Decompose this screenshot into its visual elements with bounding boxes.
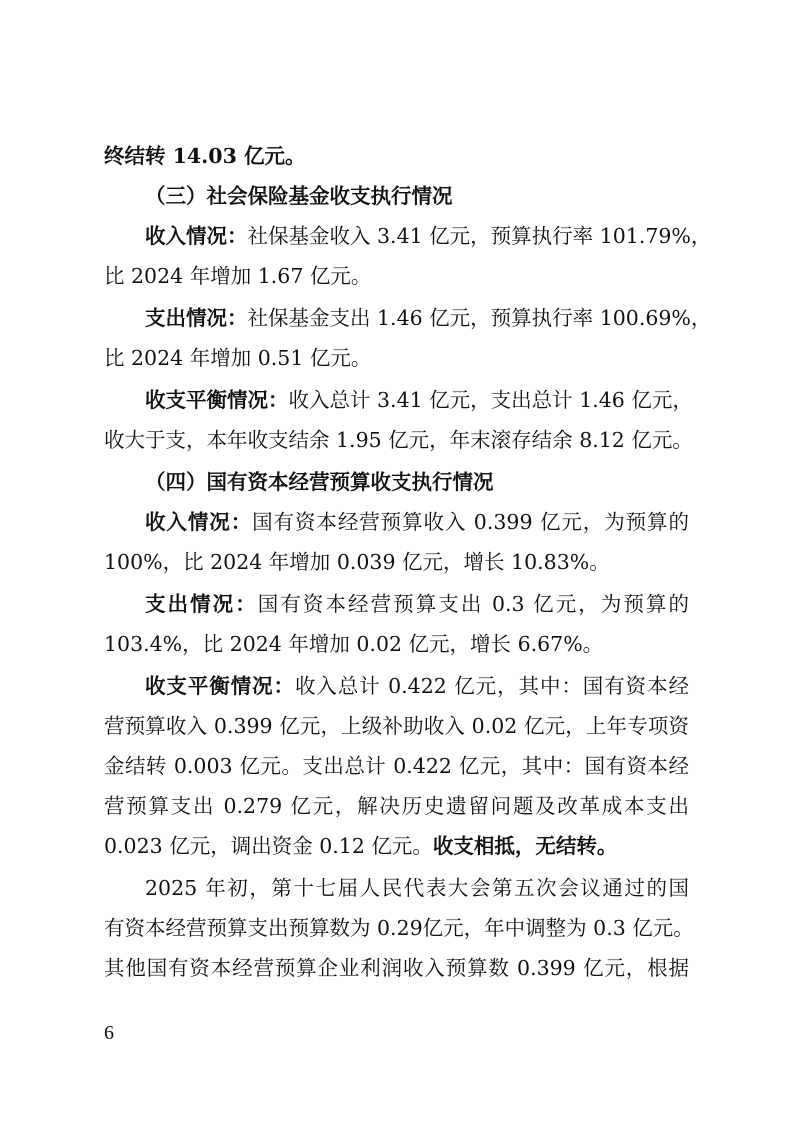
label-income: 收入情况： (145, 224, 248, 248)
paragraph-line: 营预算收入 0.399 亿元，上级补助收入 0.02 亿元，上年专项资 (104, 714, 689, 738)
paragraph-line: 有资本经营预算支出预算数为 0.29亿元，年中调整为 0.3 亿元。 (104, 916, 694, 940)
label-balance: 收支平衡情况： (145, 674, 295, 698)
paragraph-line: 收支平衡情况：收入总计 3.41 亿元，支出总计 1.46 亿元， (145, 388, 693, 412)
paragraph-line: 营预算支出 0.279 亿元，解决历史遗留问题及改革成本支出 (104, 794, 689, 818)
paragraph-line: 比 2024 年增加 1.67 亿元。 (104, 264, 372, 288)
paragraph-line: 收入情况：国有资本经营预算收入 0.399 亿元，为预算的 (145, 510, 689, 534)
label-expense: 支出情况： (145, 592, 258, 616)
paragraph-line: 103.4%，比 2024 年增加 0.02 亿元，增长 6.67%。 (104, 632, 604, 656)
paragraph-line: 比 2024 年增加 0.51 亿元。 (104, 346, 372, 370)
paragraph-line: 0.023 亿元，调出资金 0.12 亿元。收支相抵，无结转。 (104, 834, 618, 858)
label-income: 收入情况： (145, 510, 253, 534)
paragraph-line: 支出情况：国有资本经营预算支出 0.3 亿元，为预算的 (145, 592, 689, 616)
paragraph-line: 收入情况：社保基金收入 3.41 亿元，预算执行率 101.79%， (145, 224, 712, 248)
paragraph-line: 金结转 0.003 亿元。支出总计 0.422 亿元，其中：国有资本经 (104, 754, 689, 778)
section-heading-4: （四）国有资本经营预算收支执行情况 (145, 470, 494, 494)
paragraph-line: 100%，比 2024 年增加 0.039 亿元，增长 10.83%。 (104, 550, 610, 574)
page-number: 6 (104, 1022, 114, 1044)
paragraph-line: 收大于支，本年收支结余 1.95 亿元，年末滚存结余 8.12 亿元。 (104, 428, 693, 452)
paragraph-line: 终结转 14.03 亿元。 (104, 144, 306, 168)
label-balance: 收支平衡情况： (145, 388, 289, 412)
document-body (104, 136, 712, 988)
paragraph-line: 收支平衡情况：收入总计 0.422 亿元，其中：国有资本经 (145, 674, 689, 698)
section-heading-3: （三）社会保险基金收支执行情况 (145, 184, 453, 208)
paragraph-line: 其他国有资本经营预算企业利润收入预算数 0.399 亿元，根据 (104, 956, 689, 980)
conclusion-bold: 收支相抵，无结转。 (432, 834, 618, 858)
label-expense: 支出情况： (145, 306, 248, 330)
paragraph-line: 2025 年初，第十七届人民代表大会第五次会议通过的国 (145, 876, 689, 900)
paragraph-line: 支出情况：社保基金支出 1.46 亿元，预算执行率 100.69%， (145, 306, 712, 330)
